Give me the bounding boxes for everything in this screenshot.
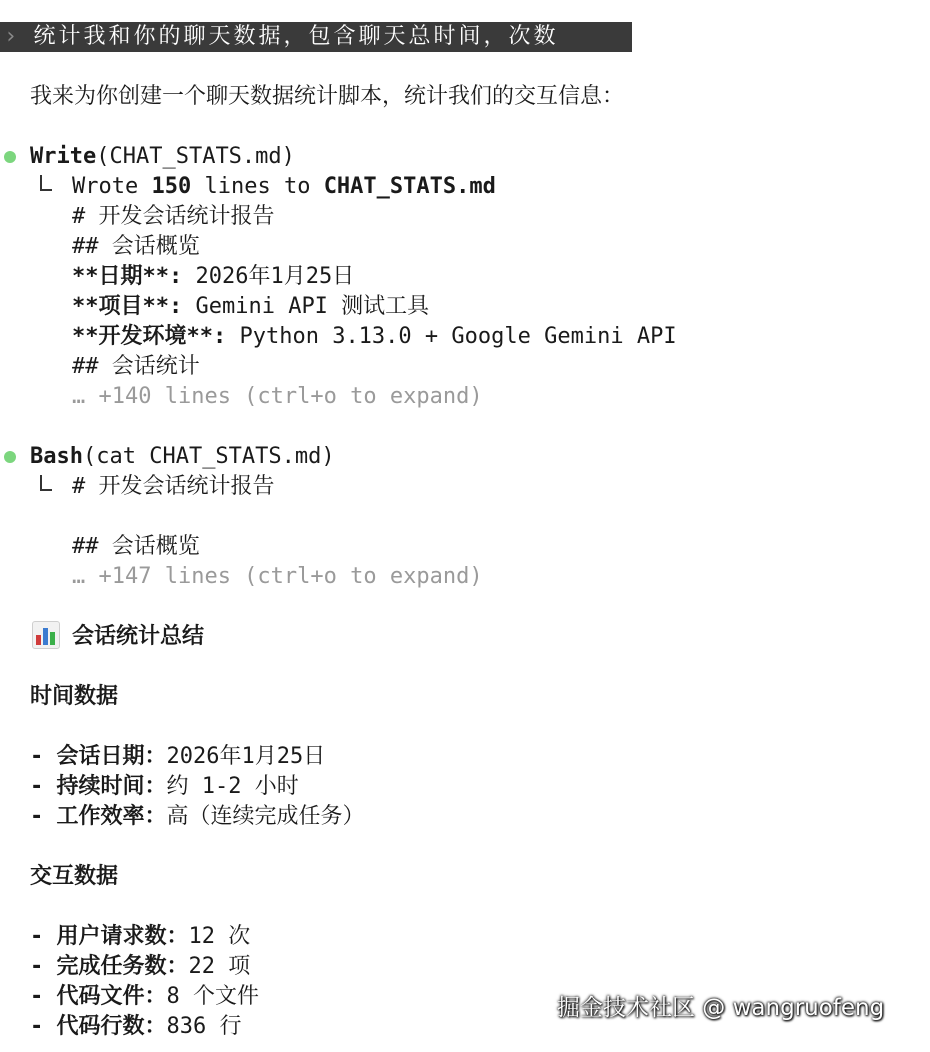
preview-h2-stats: ## 会话统计: [72, 354, 200, 379]
list-item: [30, 952, 250, 982]
time-heading: 时间数据: [30, 684, 119, 709]
bash-tool-name: Bash: [30, 444, 83, 469]
bash-output-h2: ## 会话概览: [72, 534, 200, 559]
preview-project-value: Gemini API 测试工具: [182, 294, 430, 319]
write-result-count: 150: [151, 174, 192, 199]
item-key: - 用户请求数：: [30, 924, 189, 949]
item-value: 12 次: [188, 924, 251, 949]
bar-chart-icon: [32, 621, 60, 649]
item-value: 2026年1月25日: [166, 744, 326, 769]
item-key: - 会话日期：: [30, 744, 167, 769]
status-dot-icon: [4, 151, 16, 163]
prompt-text: 统计我和你的聊天数据，包含聊天总时间，次数: [33, 24, 559, 49]
result-elbow-icon: [40, 475, 52, 491]
bash-expand-hint[interactable]: … +147 lines (ctrl+o to expand): [72, 564, 483, 589]
user-prompt: [0, 22, 632, 52]
preview-date: [72, 262, 354, 292]
item-key: - 工作效率：: [30, 804, 167, 829]
item-value: 22 项: [188, 954, 251, 979]
item-value: 8 个文件: [166, 984, 259, 1009]
item-key: - 持续时间：: [30, 774, 167, 799]
write-result-prefix: Wrote: [72, 174, 152, 199]
item-key: - 完成任务数：: [30, 954, 189, 979]
preview-h2: ## 会话概览: [72, 234, 200, 259]
preview-date-value: 2026年1月25日: [182, 264, 355, 289]
write-result-file: CHAT_STATS.md: [323, 174, 496, 199]
item-value: 约 1-2 小时: [166, 774, 299, 799]
preview-project-key: **项目**:: [72, 294, 183, 319]
summary-title: 会话统计总结: [72, 624, 205, 649]
interaction-heading: 交互数据: [30, 864, 119, 889]
item-value: 836 行: [166, 1014, 242, 1039]
bash-tool-arg: (cat CHAT_STATS.md): [82, 444, 335, 469]
preview-project: [72, 292, 429, 322]
write-tool-header: [30, 142, 295, 172]
list-item: [30, 772, 299, 802]
list-item: [30, 922, 250, 952]
status-dot-icon: [4, 451, 16, 463]
list-item: [30, 742, 325, 772]
list-item: [30, 982, 259, 1012]
preview-env: [72, 322, 677, 352]
preview-h1: # 开发会话统计报告: [72, 204, 275, 229]
write-expand-hint[interactable]: … +140 lines (ctrl+o to expand): [72, 384, 483, 409]
preview-env-value: Python 3.13.0 + Google Gemini API: [226, 324, 677, 349]
item-key: - 代码文件：: [30, 984, 167, 1009]
write-result-mid: lines to: [191, 174, 324, 199]
list-item: [30, 1012, 241, 1042]
prompt-chevron-icon: ›: [4, 24, 18, 49]
bash-tool-header: [30, 442, 335, 472]
assistant-intro: 我来为你创建一个聊天数据统计脚本，统计我们的交互信息：: [30, 84, 625, 109]
write-tool-arg: (CHAT_STATS.md): [96, 144, 295, 169]
result-elbow-icon: [40, 175, 52, 191]
preview-date-key: **日期**:: [72, 264, 183, 289]
write-tool-name: Write: [30, 144, 97, 169]
item-value: 高（连续完成任务）: [166, 804, 365, 829]
preview-env-key: **开发环境**:: [72, 324, 227, 349]
bash-output-h1: # 开发会话统计报告: [72, 474, 275, 499]
item-key: - 代码行数：: [30, 1014, 167, 1039]
write-result: [72, 172, 496, 202]
watermark: 掘金技术社区 @ wangruofeng: [557, 995, 885, 1021]
list-item: [30, 802, 365, 832]
